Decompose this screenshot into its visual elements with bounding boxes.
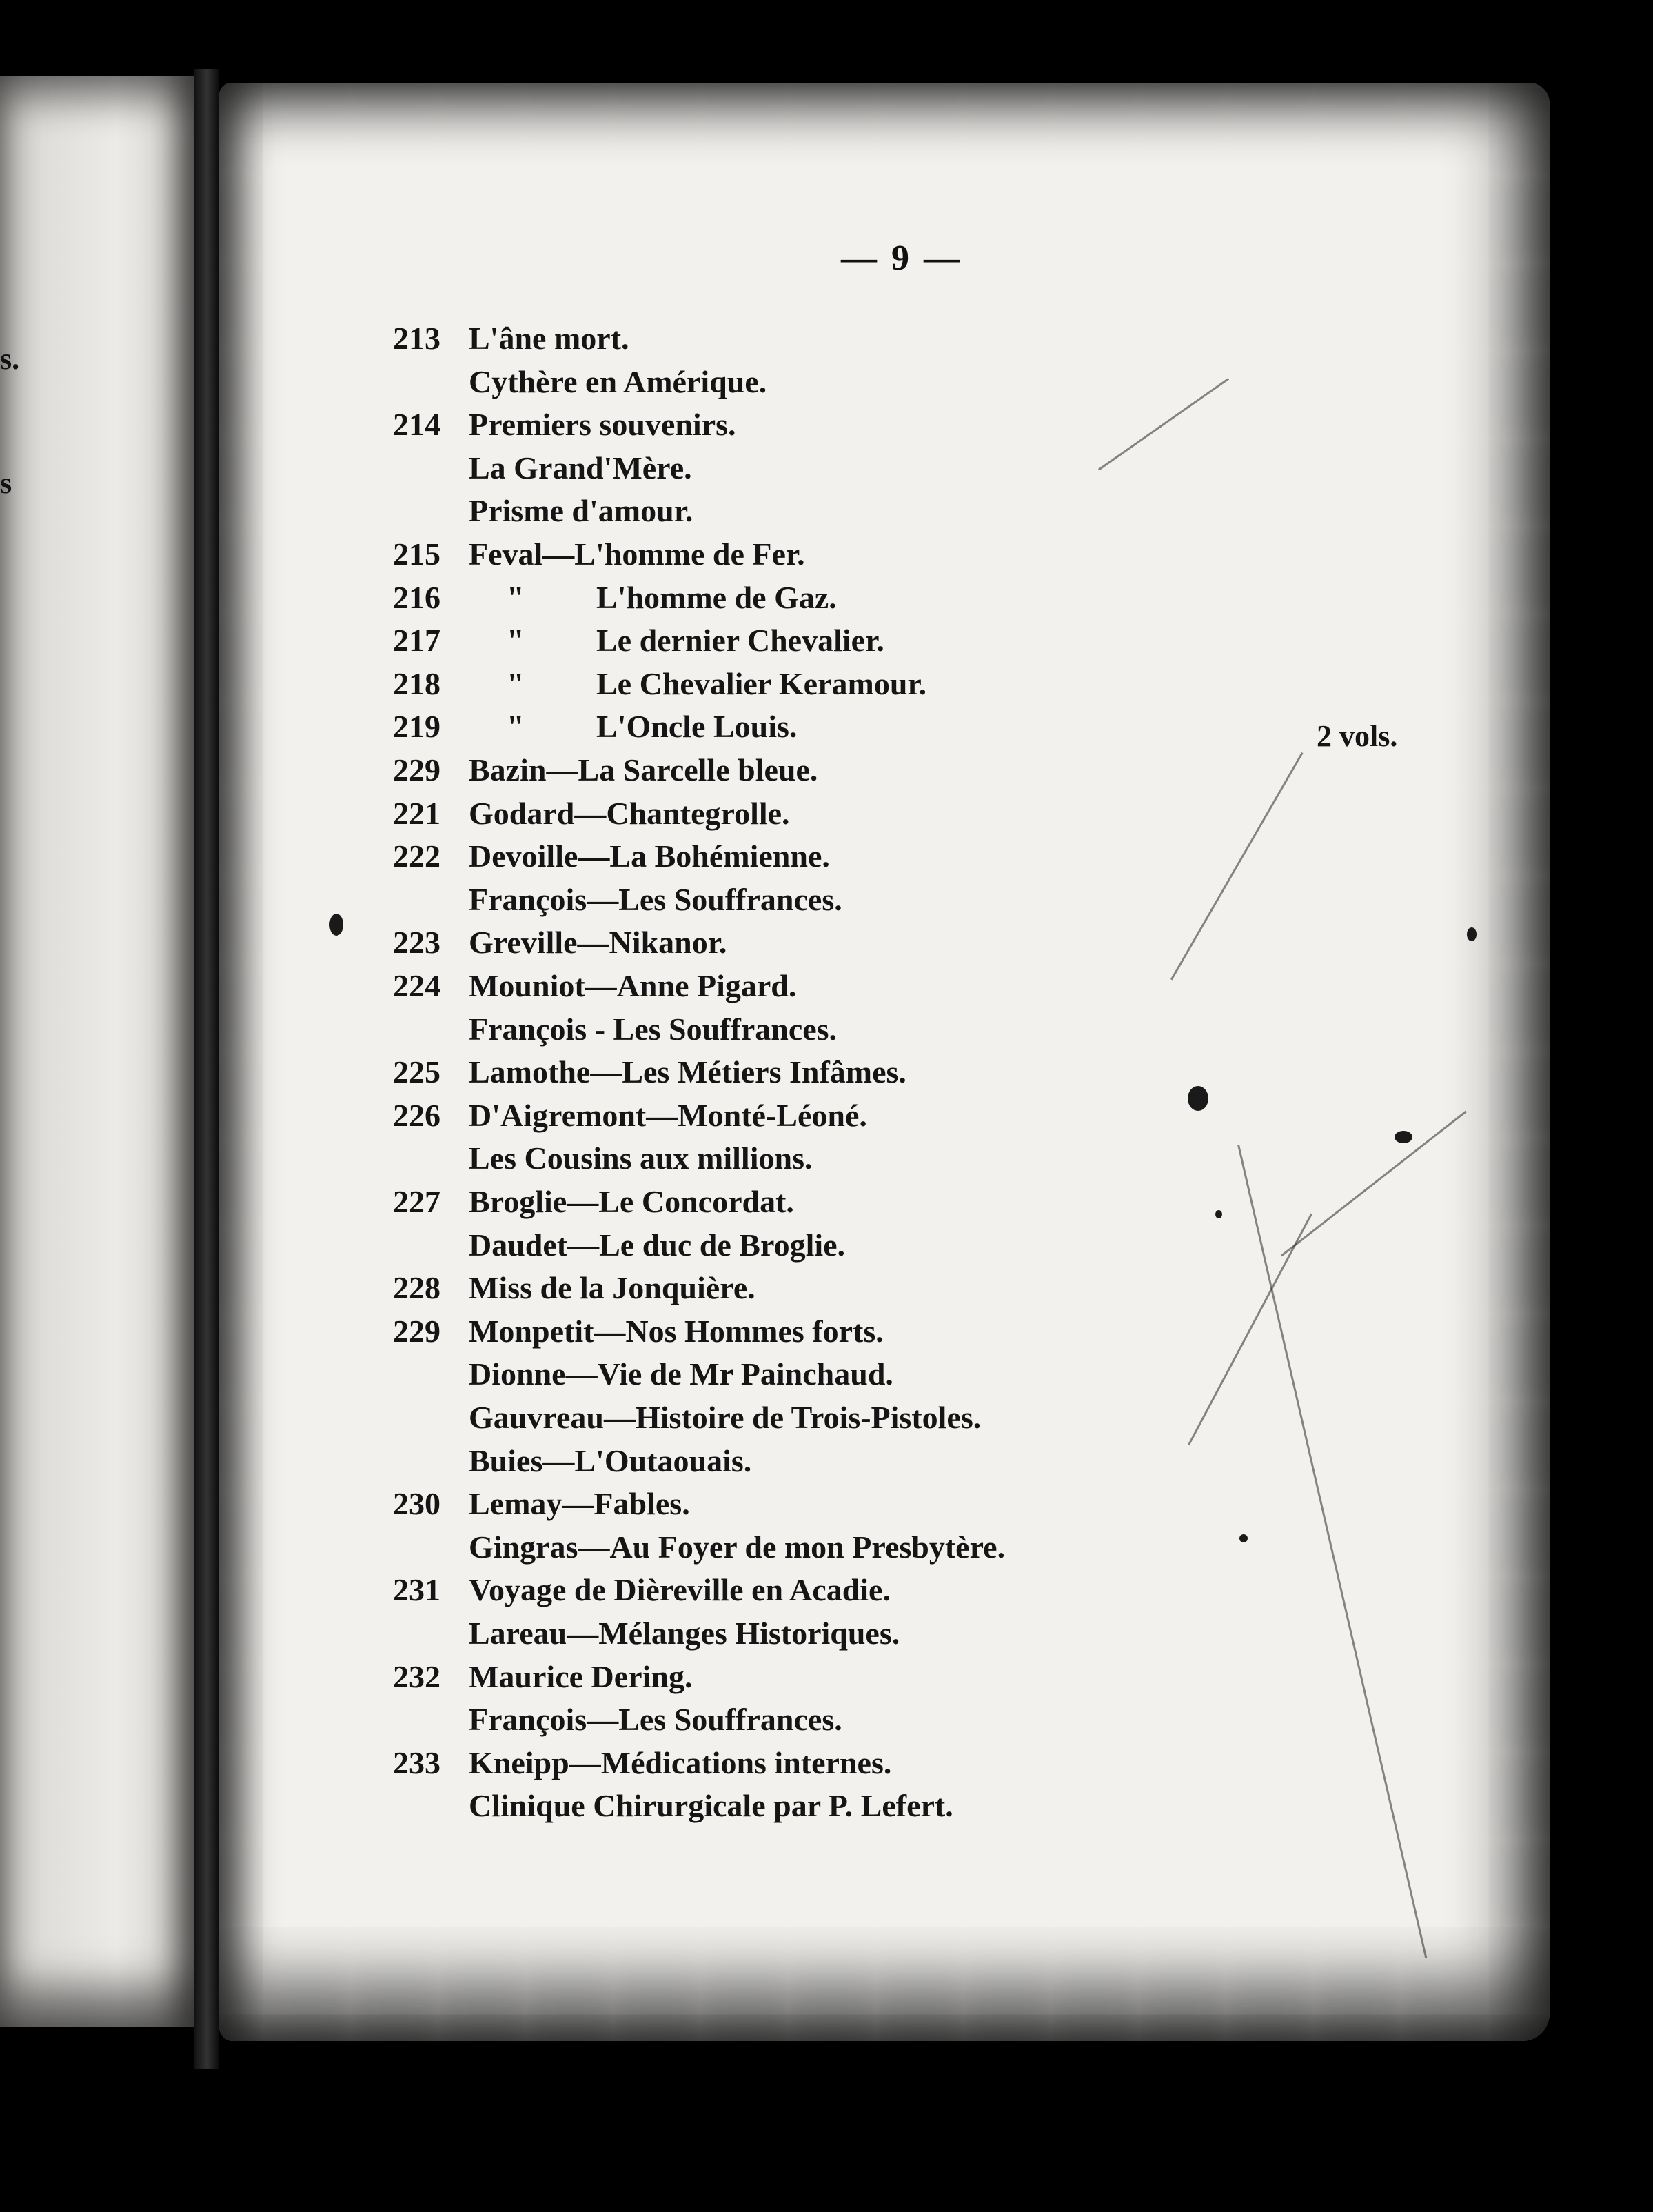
entry-number: 225 (393, 1054, 440, 1089)
entry-title: Clinique Chirurgicale par P. Lefert. (469, 1788, 953, 1823)
scratch-mark (1098, 378, 1229, 470)
ink-speck (1215, 1210, 1222, 1218)
entry-title: François - Les Souffrances. (469, 1012, 838, 1047)
entry-title: L'âne mort. (469, 321, 629, 356)
entry-title: Voyage de Dièreville en Acadie. (469, 1572, 891, 1607)
entry-number: 214 (393, 407, 440, 442)
scratch-mark (1170, 752, 1304, 981)
entry-title: Lamothe—Les Métiers Infâmes. (469, 1054, 906, 1089)
entry-title: Gingras—Au Foyer de mon Presbytère. (469, 1529, 1006, 1565)
entry-number: 229 (393, 1314, 440, 1349)
ditto-mark: " (507, 709, 525, 744)
entry-number: 213 (393, 321, 440, 356)
entry-title: Dionne—Vie de Mr Painchaud. (469, 1356, 893, 1391)
entry-title: Lareau—Mélanges Historiques. (469, 1616, 900, 1651)
left-page-text-fragment: s (0, 466, 12, 500)
ditto-mark: " (507, 666, 525, 701)
page-number: — 9 — (841, 239, 962, 278)
entry-number: 229 (393, 752, 440, 787)
entry-title: Prisme d'amour. (469, 493, 693, 528)
entry-title: Le Chevalier Keramour. (596, 666, 927, 701)
entry-title: Mouniot—Anne Pigard. (469, 968, 797, 1003)
entry-title: Miss de la Jonquière. (469, 1270, 755, 1305)
entry-title: Bazin—La Sarcelle bleue. (469, 752, 818, 787)
entry-number: 233 (393, 1745, 440, 1780)
entry-title: Monpetit—Nos Hommes forts. (469, 1314, 884, 1349)
entry-number: 223 (393, 925, 440, 960)
entry-number: 228 (393, 1270, 440, 1305)
left-page-text-fragment: s. (0, 342, 20, 376)
scratch-mark (1188, 1213, 1312, 1445)
entry-title: Buies—L'Outaouais. (469, 1443, 752, 1478)
entry-number: 216 (393, 580, 440, 615)
entry-title: L'Oncle Louis. (596, 709, 798, 744)
entry-number: 231 (393, 1572, 440, 1607)
entry-title: Le dernier Chevalier. (596, 623, 884, 658)
entry-title: La Grand'Mère. (469, 450, 692, 485)
entry-number: 217 (393, 623, 440, 658)
ink-speck (1239, 1534, 1248, 1542)
entry-title: L'homme de Gaz. (596, 580, 837, 615)
entry-title: Les Cousins aux millions. (469, 1140, 813, 1176)
entry-title: François—Les Souffrances. (469, 882, 842, 917)
ditto-mark: " (507, 623, 525, 658)
entry-number: 215 (393, 536, 440, 572)
facing-page-fragment (0, 76, 194, 2027)
entry-title: Daudet—Le duc de Broglie. (469, 1227, 846, 1263)
entry-title: Gauvreau—Histoire de Trois-Pistoles. (469, 1400, 982, 1435)
entry-number: 227 (393, 1184, 440, 1219)
ink-speck (1188, 1086, 1208, 1111)
entry-title: Greville—Nikanor. (469, 925, 727, 960)
entry-title: Lemay—Fables. (469, 1486, 690, 1521)
ink-speck (329, 914, 343, 936)
entry-title: François—Les Souffrances. (469, 1702, 842, 1737)
ink-speck (1467, 927, 1477, 941)
entry-title: Premiers souvenirs. (469, 407, 736, 442)
entry-number: 218 (393, 666, 440, 701)
entry-title: Feval—L'homme de Fer. (469, 536, 805, 572)
ink-speck (1395, 1131, 1412, 1143)
entry-number: 219 (393, 709, 440, 744)
entry-title: Broglie—Le Concordat. (469, 1184, 794, 1219)
entry-title: Cythère en Amérique. (469, 364, 767, 399)
entry-number: 232 (393, 1659, 440, 1694)
ditto-mark: " (507, 580, 525, 615)
entry-title: Maurice Dering. (469, 1659, 693, 1694)
entry-title: Godard—Chantegrolle. (469, 796, 790, 831)
entry-number: 230 (393, 1486, 440, 1521)
entry-title: Kneipp—Médications internes. (469, 1745, 892, 1780)
entry-number: 222 (393, 838, 440, 874)
entry-number: 226 (393, 1098, 440, 1133)
scratch-mark (1281, 1111, 1467, 1257)
volume-note: 2 vols. (1317, 719, 1398, 753)
book-gutter (194, 69, 219, 2069)
entry-title: D'Aigremont—Monté-Léoné. (469, 1098, 867, 1133)
entry-number: 224 (393, 968, 440, 1003)
entry-number: 221 (393, 796, 440, 831)
entry-title: Devoille—La Bohémienne. (469, 838, 830, 874)
scratch-mark (1237, 1145, 1427, 1958)
